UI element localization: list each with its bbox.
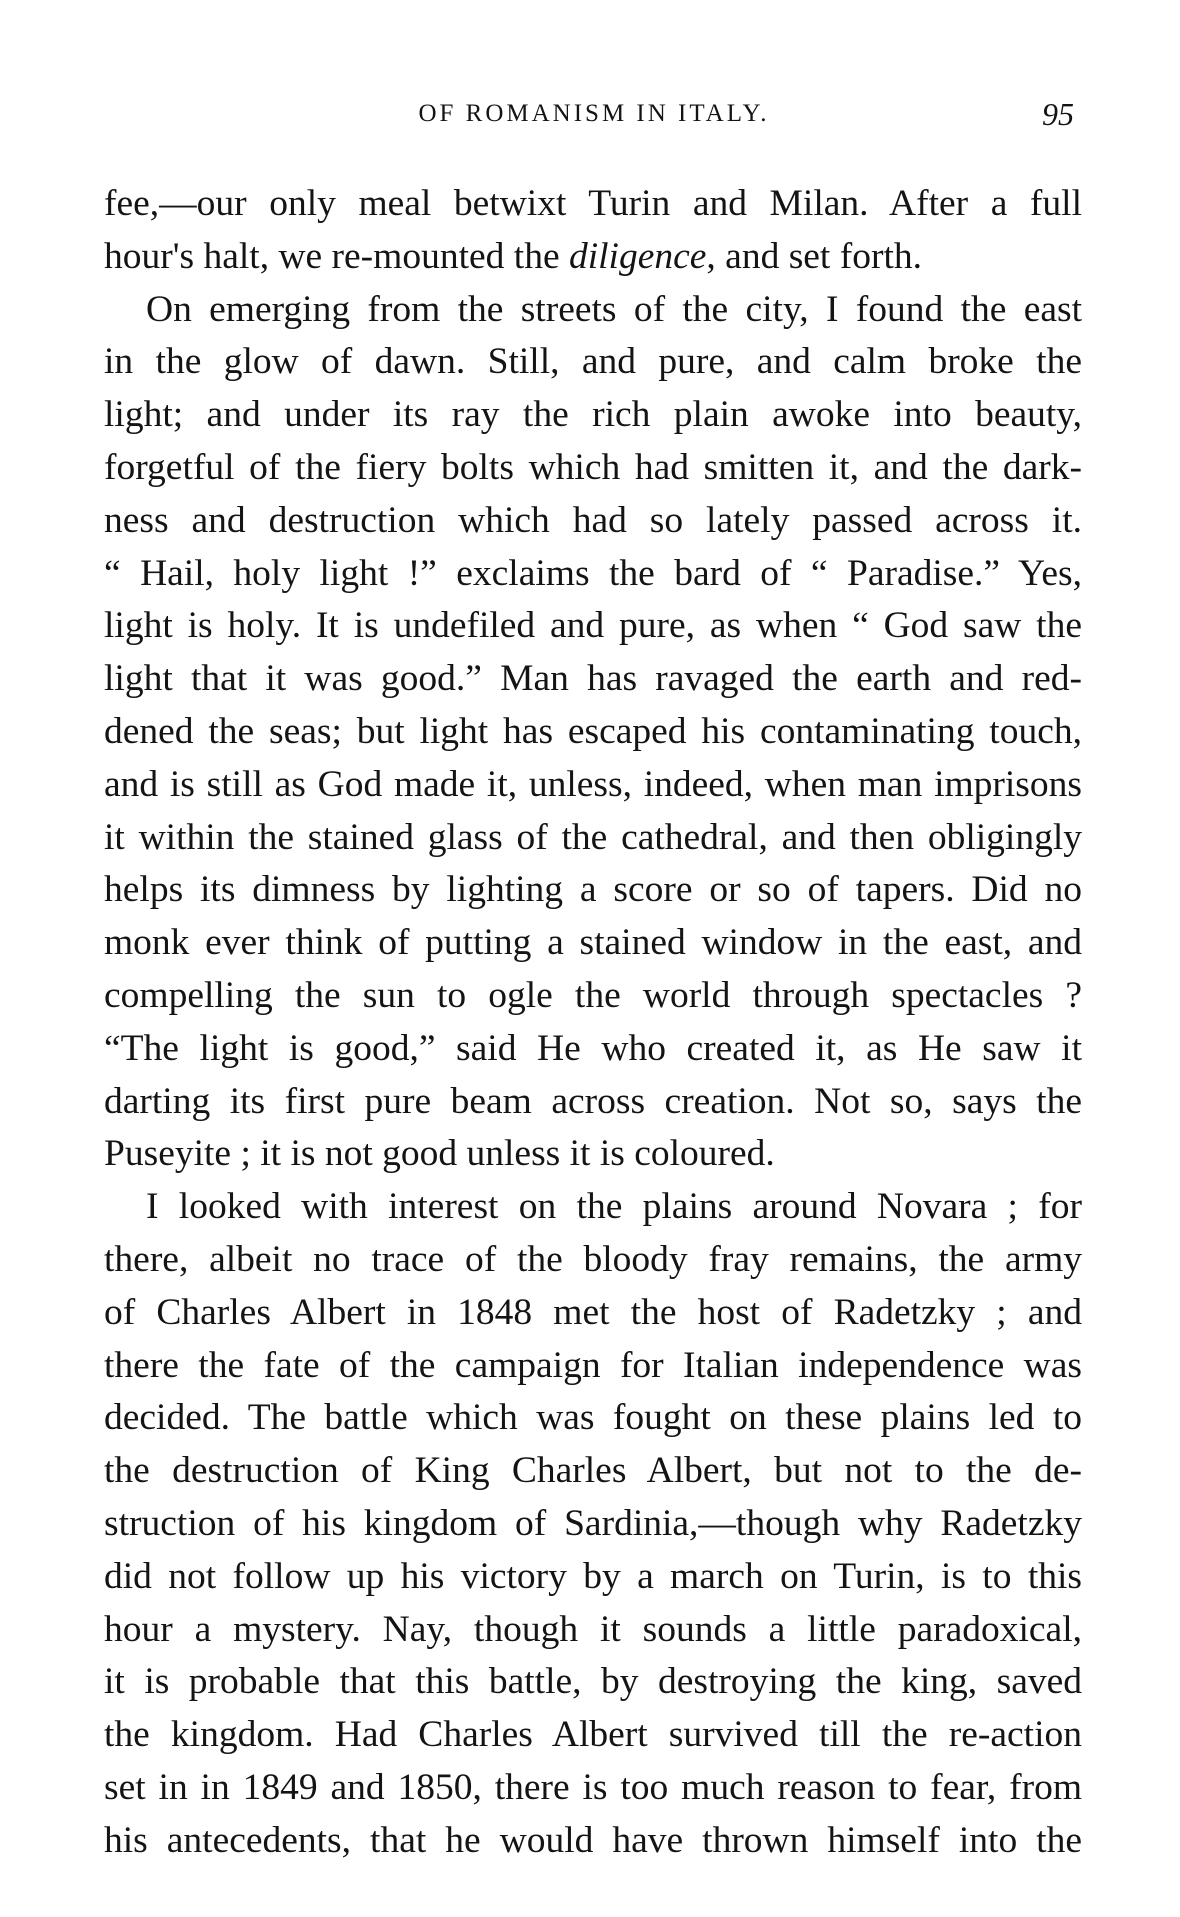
text-line: there the fate of the campaign for Italian independence was <box>104 1344 1082 1386</box>
text-line: “The light is good,” said He who created it, as He saw it <box>104 1027 1082 1069</box>
text-line: and is still as God made it, unless, indeed, when man imprisons <box>104 763 1082 805</box>
text-line: of Charles Albert in 1848 met the host of Radetzky ; and <box>104 1291 1082 1333</box>
text-line: in the glow of dawn. Still, and pure, and calm broke the <box>104 341 1082 383</box>
text-line: Puseyite ; it is not good unless it is coloured. <box>104 1133 775 1175</box>
text-line: set in in 1849 and 1850, there is too much reason to fear, from <box>104 1766 1082 1808</box>
running-head <box>104 96 1084 136</box>
text-line: helps its dimness by lighting a score or so of tapers. Did no <box>104 869 1082 911</box>
text-line: it within the stained glass of the cathedral, and then obligingly <box>104 816 1082 858</box>
text-line: darting its first pure beam across creation. Not so, says the <box>104 1080 1082 1122</box>
text-line: struction of his kingdom of Sardinia,—though why Radetzky <box>104 1502 1082 1544</box>
text-line: light is holy. It is undefiled and pure, as when “ God saw the <box>104 605 1082 647</box>
text-line: light that it was good.” Man has ravaged the earth and red- <box>104 658 1082 700</box>
text-fragment: hour's halt, we re-mounted the <box>104 235 569 277</box>
text-line <box>104 231 1082 284</box>
text-line: there, albeit no trace of the bloody fray remains, the army <box>104 1238 1082 1280</box>
text-line: his antecedents, that he would have thrown himself into the <box>104 1819 1082 1861</box>
text-line: ness and destruction which had so lately passed across it. <box>104 499 1082 541</box>
text-line: forgetful of the fiery bolts which had smitten it, and the dark- <box>104 446 1082 488</box>
text-line: fee,—our only meal betwixt Turin and Milan. After a full <box>104 183 1082 224</box>
body-text <box>104 178 1082 1868</box>
text-line: it is probable that this battle, by destroying the king, saved <box>104 1661 1082 1703</box>
text-line: decided. The battle which was fought on these plains led to <box>104 1397 1082 1439</box>
page-number: 95 <box>1042 96 1074 132</box>
text-line: dened the seas; but light has escaped his contaminating touch, <box>104 710 1082 752</box>
paragraph-start: On emerging from the streets of the city, I found the east <box>146 288 1082 330</box>
text-line: light; and under its ray the rich plain awoke into beauty, <box>104 394 1082 436</box>
italic-word: diligence <box>568 235 707 277</box>
text-line: did not follow up his victory by a march on Turin, is to this <box>104 1555 1082 1597</box>
text-line: compelling the sun to ogle the world through spectacles ? <box>104 974 1082 1016</box>
text-line: hour a mystery. Nay, though it sounds a little paradoxical, <box>104 1608 1082 1650</box>
text-line: “ Hail, holy light !” exclaims the bard of “ Paradise.” Yes, <box>104 552 1082 594</box>
text-fragment: , and set forth. <box>706 235 922 277</box>
text-line: the destruction of King Charles Albert, but not to the de- <box>104 1450 1082 1492</box>
text-line: monk ever think of putting a stained window in the east, and <box>104 922 1082 964</box>
paragraph-start: I looked with interest on the plains around Novara ; for <box>146 1186 1082 1228</box>
text-line: the kingdom. Had Charles Albert survived till the re-action <box>104 1714 1082 1756</box>
running-title: OF ROMANISM IN ITALY. <box>418 100 770 127</box>
